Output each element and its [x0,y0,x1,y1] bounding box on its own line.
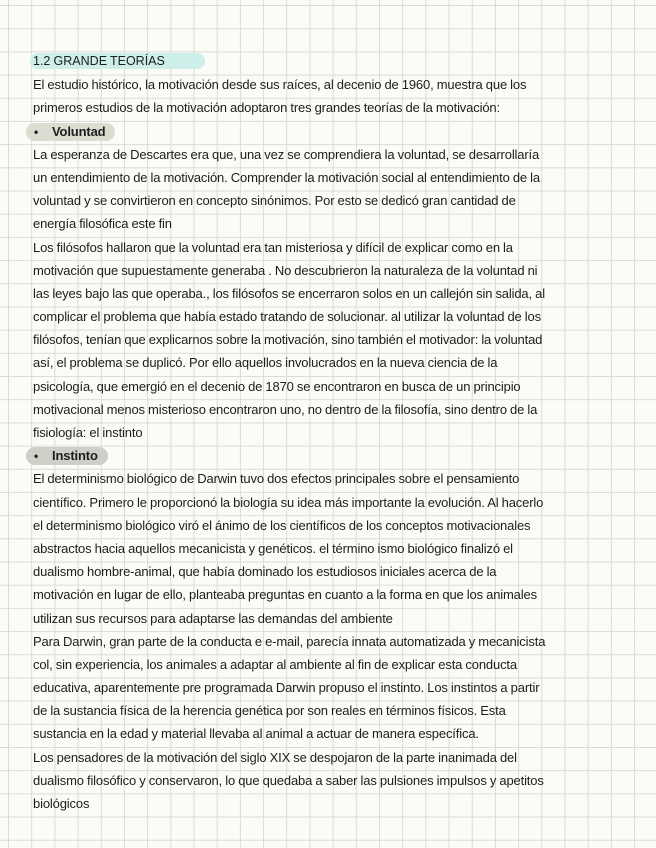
bullet-pill-instinto [26,447,108,465]
intro-line-1: El estudio histórico, la motivación desde sus raíces, al decenio de 1960, muestra que los [33,77,527,93]
voluntad-line-1: La esperanza de Descartes era que, una vez se comprendiera la voluntad, se desarrollaría [33,146,540,162]
instinto-line-12: sustancia en la edad y material llevaba al animal a actuar de manera específica. [33,726,479,742]
voluntad-line-10: así, el problema se duplicó. Por ello aquellos involucrados en la nueva ciencia de la [33,355,498,371]
voluntad-line-6: motivación que supuestamente generaba . No descubrieron la naturaleza de la voluntad ni [33,262,538,278]
voluntad-line-13: fisiología: el instinto [33,425,143,440]
instinto-line-1: El determinismo biológico de Darwin tuvo dos efectos principales sobre el pensamiento [33,471,520,487]
instinto-line-9: col, sin experiencia, los animales a adaptar al ambiente al fin de explicar esta conducta [33,656,517,672]
instinto-line-5: dualismo hombre-animal, que había dominado los estudiosos iniciales acerca de la [33,564,497,580]
instinto-line-7: utilizan sus recursos para adaptarse las demandas del ambiente [33,610,393,626]
voluntad-line-8: complicar el problema que había estado tratando de solucionar. al utilizar la voluntad de los [33,309,541,325]
instinto-line-4: abstractos hacia aquellos mecanicista y genéticos. el término ismo biológico finalizó el [33,540,513,556]
bullet-title-instinto: Instinto [52,448,98,464]
section-heading: 1.2 GRANDE TEORÍAS [30,53,205,69]
instinto-line-13: Los pensadores de la motivación del siglo XIX se despojaron de la parte inanimada del [33,749,517,765]
section-heading-line [33,50,633,73]
instinto-line-14: dualismo filosófico y conservaron, lo que quedaba a saber las pulsiones impulsos y apetitos [33,772,544,788]
intro-line-2: primeros estudios de la motivación adoptaron tres grandes teorías de la motivación: [33,100,500,116]
voluntad-line-11: psicología, que emergió en el decenio de 1870 se encontraron en busca de un principio [33,378,521,394]
bullet-dot: • [34,449,39,464]
instinto-line-6: motivación en lugar de ello, planteaba preguntas en cuanto a la forma en que los animales [33,587,537,603]
bullet-title-voluntad: Voluntad [52,123,106,139]
voluntad-line-2: un entendimiento de la motivación. Comprender la motivación social al entendimiento de la [33,169,540,185]
voluntad-line-12: motivacional menos misterioso encontraron uno, no dentro de la filosofía, sino dentro de la [33,401,538,417]
instinto-line-2: científico. Primero le proporcionó la biología su idea más importante la evolución. Al hacerlo [33,494,544,510]
instinto-line-10: educativa, aparentemente pre programada Darwin propuso el instinto. Los instintos a partir [33,680,540,696]
notes-page [33,50,633,815]
voluntad-line-4: energía filosófica este fin [33,216,172,232]
instinto-line-3: el determinismo biológico viró el ánimo de los científicos de los conceptos motivacionales [33,517,531,533]
bullet-voluntad [33,120,633,143]
instinto-line-15: biológicos [33,796,90,811]
instinto-line-8: Para Darwin, gran parte de la conducta e e-mail, parecía innata automatizada y mecanicista [33,633,546,649]
voluntad-line-7: las leyes bajo las que operaba., los filósofos se encerraron solos en un callejón sin salida, al [33,285,545,301]
bullet-pill-voluntad [26,123,115,141]
bullet-instinto [33,444,633,467]
instinto-line-11: de la sustancia física de la herencia genética por son reales en términos físicos. Esta [33,703,506,719]
voluntad-line-9: filósofos, tenían que explicarnos sobre la motivación, sino también el motivador: la voluntad [33,332,543,348]
voluntad-line-3: voluntad y se convirtieron en concepto sinónimos. Por esto se dedicó gran cantidad de [33,193,516,209]
voluntad-line-5: Los filósofos hallaron que la voluntad era tan misteriosa y difícil de explicar como en la [33,239,513,255]
bullet-dot: • [34,124,39,139]
